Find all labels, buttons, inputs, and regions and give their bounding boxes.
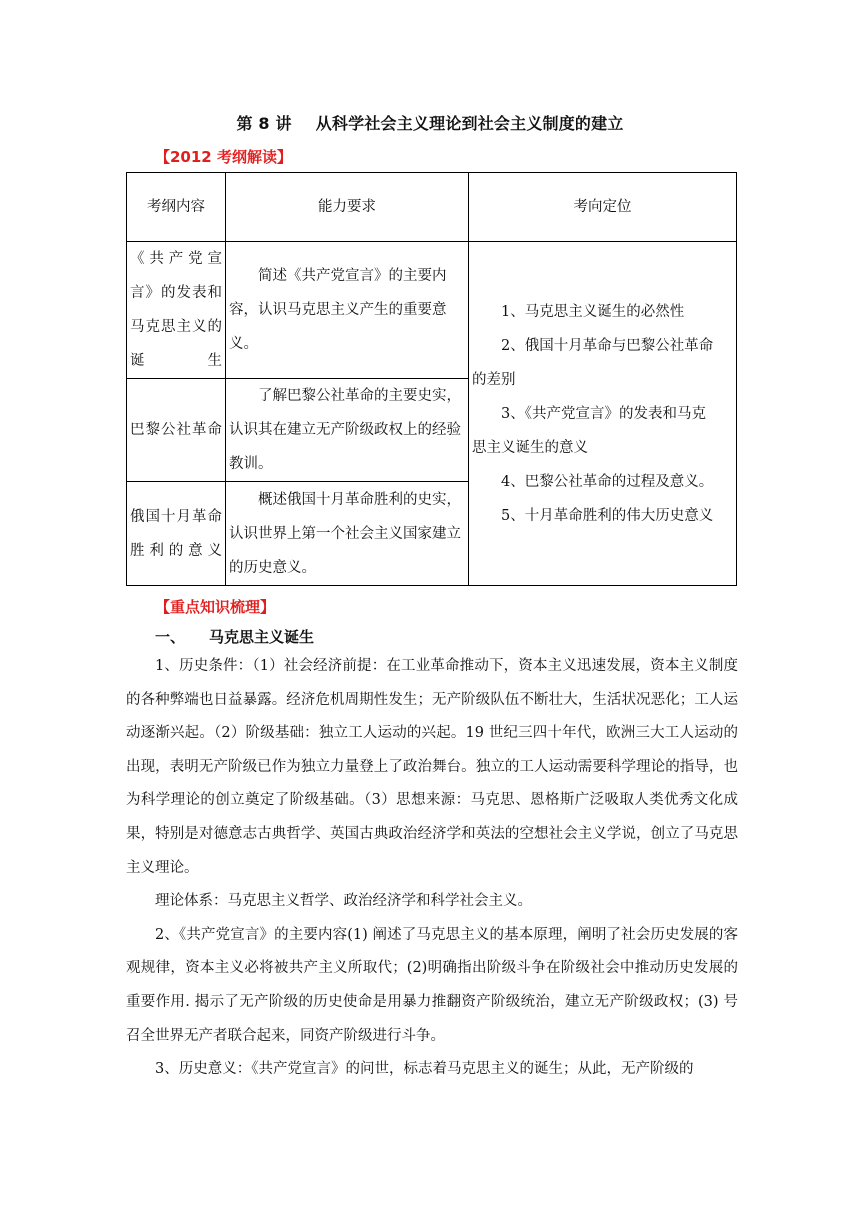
lecture-number: 第 8 讲 (236, 114, 292, 133)
section-heading (155, 626, 314, 647)
header-orientation: 考向定位 (469, 173, 737, 242)
row-ability: 概述俄国十月革命胜利的史实，认识世界上第一个社会主义国家建立的历史意义。 (226, 482, 469, 586)
header-content: 考纲内容 (127, 173, 226, 242)
lecture-title: 从科学社会主义理论到社会主义制度的建立 (315, 114, 624, 133)
orientation-item: 4、巴黎公社革命的过程及意义。 (501, 473, 714, 490)
section-label-key-points: 【重点知识梳理】 (155, 598, 276, 616)
body-text (126, 650, 738, 1087)
paragraph: 理论体系：马克思主义哲学、政治经济学和科学社会主义。 (155, 893, 532, 910)
orientation-item: 3、《共产党宣言》的发表和马克 (501, 405, 706, 422)
orientation-item: 的差别 (472, 371, 516, 388)
row-content: 巴黎公社革命 (127, 379, 226, 482)
row-ability: 简述《共产党宣言》的主要内容，认识马克思主义产生的重要意义。 (226, 242, 469, 379)
paragraph: 2、《共产党宣言》的主要内容(1) 阐述了马克思主义的基本原理，阐明了社会历史发展的客观规律，资本主义必将被共产主义所取代；(2)明确指出阶级斗争在阶级社会中推动历史发展的重要作用. 揭示了无产阶级的历史使命是用暴力推翻资产阶级统治，建立无产阶级政权；(3) 号召全世界无产者联合起来，同资产阶级进行斗争。 (126, 926, 738, 1044)
heading-text: 马克思主义诞生 (209, 628, 315, 646)
paragraph: 1、历史条件：（1）社会经济前提：在工业革命推动下，资本主义迅速发展，资本主义制度的各种弊端也日益暴露。经济危机周期性发生；无产阶级队伍不断壮大，生活状况恶化；工人运动逐渐兴起。（2）阶级基础：独立工人运动的兴起。19 世纪三四十年代，欧洲三大工人运动的出现，表明无产阶级已作为独立力量登上了政治舞台。独立的工人运动需要科学理论的指导，也为科学理论的创立奠定了阶级基础。（3）思想来源：马克思、恩格斯广泛吸取人类优秀文化成果，特别是对德意志古典哲学、英国古典政治经济学和英法的空想社会主义学说，创立了马克思主义理论。 (126, 658, 738, 876)
orientation-item: 5、十月革命胜利的伟大历史意义 (501, 507, 714, 524)
paragraph: 3、历史意义：《共产党宣言》的问世，标志着马克思主义的诞生；从此，无产阶级的 (155, 1061, 694, 1078)
orientation-item: 思主义诞生的意义 (472, 439, 588, 456)
row-content: 《共产党宣言》的发表和马克思主义的诞生 (127, 242, 226, 379)
table-row (127, 242, 737, 379)
header-ability: 能力要求 (226, 173, 469, 242)
table-header-row (127, 173, 737, 242)
row-ability: 了解巴黎公社革命的主要史实，认识其在建立无产阶级政权上的经验教训。 (226, 379, 469, 482)
orientation-item: 1、马克思主义诞生的必然性 (501, 303, 685, 320)
orientation-cell (469, 242, 737, 586)
heading-index: 一、 (155, 628, 186, 646)
section-label-outline: 【2012 考纲解读】 (155, 148, 292, 166)
exam-outline-table (126, 172, 737, 586)
row-content: 俄国十月革命胜利的意义 (127, 482, 226, 586)
page-title (0, 111, 860, 134)
orientation-item: 2、俄国十月革命与巴黎公社革命 (501, 337, 714, 354)
